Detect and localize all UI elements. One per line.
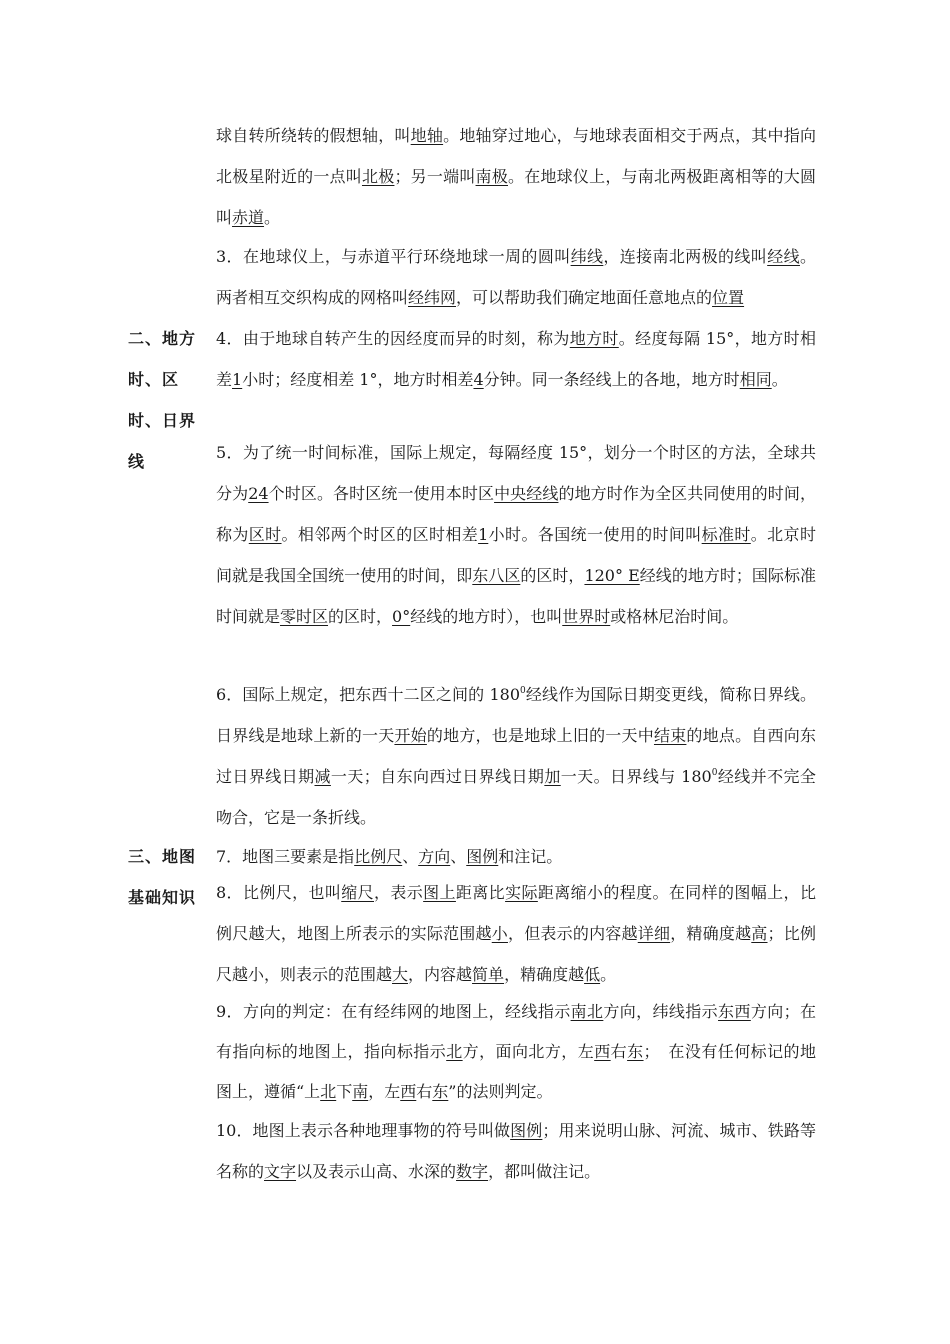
text-run: 经线作为国际日期变更线，简称日界线。日界线是地球上新的一天 [216, 685, 816, 745]
text-run: 经线并不完全吻合，它是一条折线。 [216, 767, 816, 827]
text-run: 、 [450, 847, 467, 866]
text-run: 小时。各国统一使用的时间叫 [488, 525, 702, 544]
text-run: 以及表示山高、水深的 [296, 1162, 457, 1181]
underlined-answer: 零时区 [280, 607, 329, 626]
paragraph-3-graticule [216, 236, 816, 318]
section-heading-map [128, 836, 204, 918]
underlined-answer: 图例 [466, 847, 499, 866]
text-run: 经线的地方时；国际标准时间就是 [216, 566, 816, 626]
section-heading-line: 时、日界 [128, 411, 197, 430]
section-heading-time [128, 318, 204, 482]
underlined-answer: 低 [584, 965, 601, 984]
paragraph-6-date-line [216, 674, 816, 838]
text-run: 。相邻两个时区的区时相差 [281, 525, 479, 544]
text-run: 个时区。各时区统一使用本时区 [268, 484, 495, 503]
text-run: 的地方时作为全区共同使用的时间，称为 [216, 484, 816, 544]
underlined-answer: 比例尺 [354, 847, 403, 866]
text-run: ，表示 [374, 883, 424, 902]
underlined-answer: 相同 [739, 370, 772, 389]
text-run: 。北京时间就是我国全国统一使用的时间，即 [216, 525, 816, 585]
text-run: 距离比 [455, 883, 506, 902]
text-run: 。 [600, 965, 617, 984]
underlined-answer: 地方时 [569, 329, 619, 348]
text-run: 方，面向北方，左 [462, 1042, 595, 1061]
underlined-answer: 东 [627, 1042, 644, 1061]
underlined-answer: 东八区 [472, 566, 521, 585]
underlined-answer: 南极 [475, 167, 508, 186]
text-run: 方向，纬线指示 [603, 1002, 719, 1021]
underlined-answer: 减 [314, 767, 331, 786]
underlined-answer: 东西 [718, 1002, 751, 1021]
text-run: 一天；自东向西过日界线日期 [330, 767, 545, 786]
text-run: 下 [336, 1082, 353, 1101]
underlined-answer: 1 [478, 525, 489, 544]
text-run: ，都叫做注记。 [488, 1162, 601, 1181]
text-run: 10．地图上表示各种地理事物的符号叫做 [216, 1121, 511, 1140]
underlined-answer: 地轴 [410, 126, 444, 145]
underlined-answer: 南北 [570, 1002, 604, 1021]
underlined-answer: 方向 [418, 847, 451, 866]
underlined-answer: 北极 [361, 167, 395, 186]
paragraph-7-map-elements [216, 836, 816, 877]
text-run: ；用来说明山脉、河流、城市、铁路等名称的 [216, 1121, 816, 1181]
text-run: 经线的地方时），也叫 [410, 607, 563, 626]
underlined-answer: 标准时 [701, 525, 751, 544]
underlined-answer: 南 [352, 1082, 369, 1101]
underlined-answer: 开始 [394, 726, 427, 745]
text-run: 的区时， [328, 607, 393, 626]
text-run: ，内容越 [408, 965, 473, 984]
text-run: 。在地球仪上，与南北两极距离相等的大圆叫 [216, 167, 816, 227]
paragraph-9-direction [216, 992, 816, 1112]
underlined-answer: 4 [473, 370, 484, 389]
text-run: 3．在地球仪上，与赤道平行环绕地球一周的圆叫 [216, 247, 571, 266]
underlined-answer: 图例 [510, 1121, 543, 1140]
underlined-answer: 位置 [712, 288, 745, 307]
text-run: 距离缩小的程度。在同样的图幅上，比例尺越大，地图上所表示的实际范围越 [216, 883, 816, 943]
superscript: 0 [711, 768, 718, 778]
text-run: ；另一端叫 [394, 167, 476, 186]
underlined-answer: 区时 [248, 525, 282, 544]
text-run: 的地点。自西向东过日界线日期 [216, 726, 816, 786]
underlined-answer: 加 [544, 767, 561, 786]
text-run: 右 [416, 1082, 433, 1101]
underlined-answer: 中央经线 [494, 484, 559, 503]
paragraph-4-local-time [216, 318, 816, 400]
text-run: 9．方向的判定：在有经纬网的地图上，经线指示 [216, 1002, 571, 1021]
text-run: 、 [402, 847, 419, 866]
underlined-answer: 详细 [637, 924, 671, 943]
underlined-answer: 经线 [767, 247, 800, 266]
underlined-answer: 小 [491, 924, 508, 943]
section-heading-line: 线 [128, 452, 146, 471]
section-heading-line: 二、地方 [128, 329, 197, 348]
text-run: 的地方，也是地球上旧的一天中 [426, 726, 654, 745]
underlined-answer: 1 [232, 370, 243, 389]
text-run: 。两者相互交织构成的网格叫 [216, 247, 816, 307]
text-run: ，精确度越 [504, 965, 585, 984]
underlined-answer: 结束 [653, 726, 687, 745]
underlined-answer: 图上 [423, 883, 456, 902]
text-run: 的区时， [520, 566, 585, 585]
text-run: 分钟。同一条经线上的各地，地方时 [483, 370, 740, 389]
text-run: 5．为了统一时间标准，国际上规定，每隔经度 15°，划分一个时区的方法，全球共分为 [216, 443, 816, 503]
paragraph-5-time-zones [216, 432, 816, 637]
underlined-answer: 世界时 [562, 607, 611, 626]
section-heading-line: 三、地图 [128, 847, 197, 866]
text-run: 4．由于地球自转产生的因经度而异的时刻，称为 [216, 329, 570, 348]
text-run: ，左 [368, 1082, 401, 1101]
text-run: 右 [610, 1042, 628, 1061]
underlined-answer: 数字 [456, 1162, 489, 1181]
text-run: 8．比例尺，也叫 [216, 883, 342, 902]
text-run: 7．地图三要素是指 [216, 847, 355, 866]
text-run: ；比例尺越小，则表示的范围越 [216, 924, 816, 984]
text-run: ，精确度越 [670, 924, 752, 943]
underlined-answer: 经纬网 [408, 288, 457, 307]
underlined-answer: 缩尺 [341, 883, 374, 902]
paragraph-8-scale [216, 872, 816, 995]
section-heading-line: 基础知识 [128, 888, 197, 907]
paragraph-10-legend-notes [216, 1110, 816, 1192]
underlined-answer: 高 [751, 924, 768, 943]
text-run: 球自转所绕转的假想轴，叫 [216, 126, 411, 145]
text-run: 。 [264, 208, 281, 227]
text-run: ”的法则判定。 [448, 1082, 553, 1101]
paragraph-axis-poles [216, 115, 816, 238]
text-run: 。经度每隔 15°，地方时相差 [216, 329, 816, 389]
underlined-answer: 实际 [505, 883, 538, 902]
text-run: 方向；在有指向标的地图上，指向标指示 [216, 1002, 816, 1061]
text-run: 。地轴穿过地心，与地球表面相交于两点，其中指向北极星附近的一点叫 [216, 126, 816, 186]
text-run: 一天。日界线与 180 [560, 767, 712, 786]
underlined-answer: 西 [400, 1082, 417, 1101]
underlined-answer: 东 [432, 1082, 449, 1101]
text-run: 小时；经度相差 1°，地方时相差 [242, 370, 474, 389]
text-run: 6．国际上规定，把东西十二区之间的 180 [216, 685, 521, 704]
text-run: 和注记。 [498, 847, 563, 866]
text-run: ，连接南北两极的线叫 [603, 247, 768, 266]
text-run: 或格林尼治时间。 [610, 607, 739, 626]
text-run: ，可以帮助我们确定地面任意地点的 [456, 288, 713, 307]
underlined-answer: 文字 [264, 1162, 297, 1181]
underlined-answer: 西 [594, 1042, 611, 1061]
underlined-answer: 0° [392, 607, 411, 626]
underlined-answer: 北 [446, 1042, 463, 1061]
underlined-answer: 北 [320, 1082, 337, 1101]
underlined-answer: 大 [392, 965, 409, 984]
underlined-answer: 120° E [584, 566, 640, 585]
text-run: ； 在没有任何标记的地图上，遵循“上 [216, 1042, 816, 1101]
superscript: 0 [520, 686, 526, 696]
section-heading-line: 时、区 [128, 370, 180, 389]
text-run: ，但表示的内容越 [507, 924, 638, 943]
underlined-answer: 24 [248, 484, 269, 503]
underlined-answer: 简单 [472, 965, 505, 984]
underlined-answer: 赤道 [232, 208, 265, 227]
underlined-answer: 纬线 [570, 247, 604, 266]
text-run: 。 [771, 370, 788, 389]
